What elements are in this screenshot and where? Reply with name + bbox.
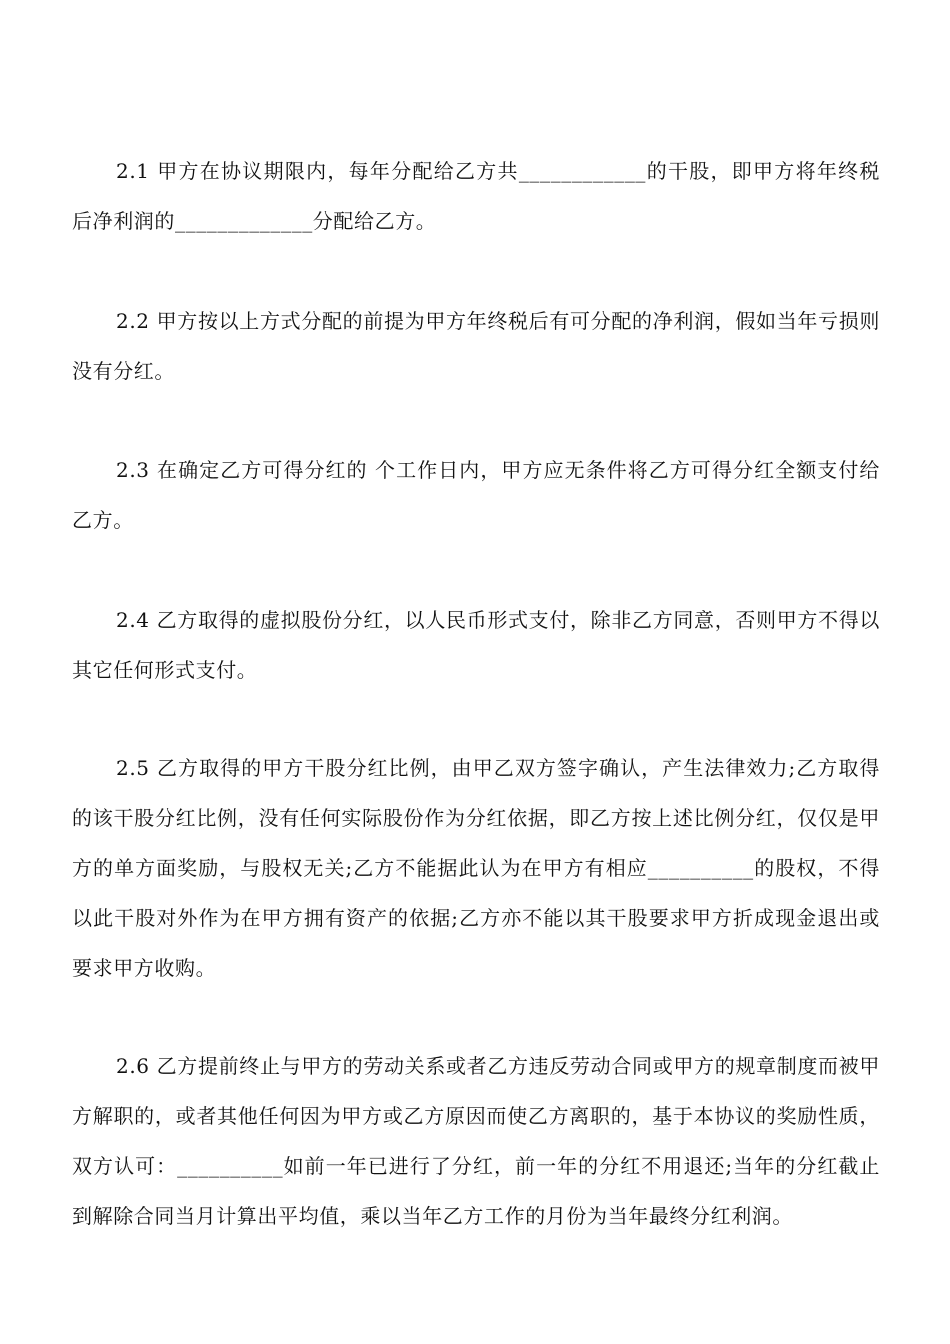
clause-2-6: 2.6 乙方提前终止与甲方的劳动关系或者乙方违反劳动合同或甲方的规章制度而被甲方解职的，或者其他任何因为甲方或乙方原因而使乙方离职的，基于本协议的奖励性质，双方认可：__________如前一年已进行了分红，前一年的分红不用退还;当年的分红截止到解除合同当月计算出平均值，乘以当年乙方工作的月份为当年最终分红利润。 <box>72 1054 880 1228</box>
clause-2-3: 2.3 在确定乙方可得分红的 个工作日内，甲方应无条件将乙方可得分红全额支付给乙方。 <box>72 458 880 532</box>
clause-2-2: 2.2 甲方按以上方式分配的前提为甲方年终税后有可分配的净利润，假如当年亏损则没有分红。 <box>72 309 880 383</box>
clause-2-4: 2.4 乙方取得的虚拟股份分红，以人民币形式支付，除非乙方同意，否则甲方不得以其它任何形式支付。 <box>72 608 880 682</box>
clause-2-5: 2.5 乙方取得的甲方干股分红比例，由甲乙双方签字确认，产生法律效力;乙方取得的该干股分红比例，没有任何实际股份作为分红依据，即乙方按上述比例分红，仅仅是甲方的单方面奖励，与股权无关;乙方不能据此认为在甲方有相应__________的股权，不得以此干股对外作为在甲方拥有资产的依据;乙方亦不能以其干股要求甲方折成现金退出或要求甲方收购。 <box>72 756 880 980</box>
clause-2-1: 2.1 甲方在协议期限内，每年分配给乙方共____________的干股，即甲方将年终税后净利润的_____________分配给乙方。 <box>72 159 880 233</box>
